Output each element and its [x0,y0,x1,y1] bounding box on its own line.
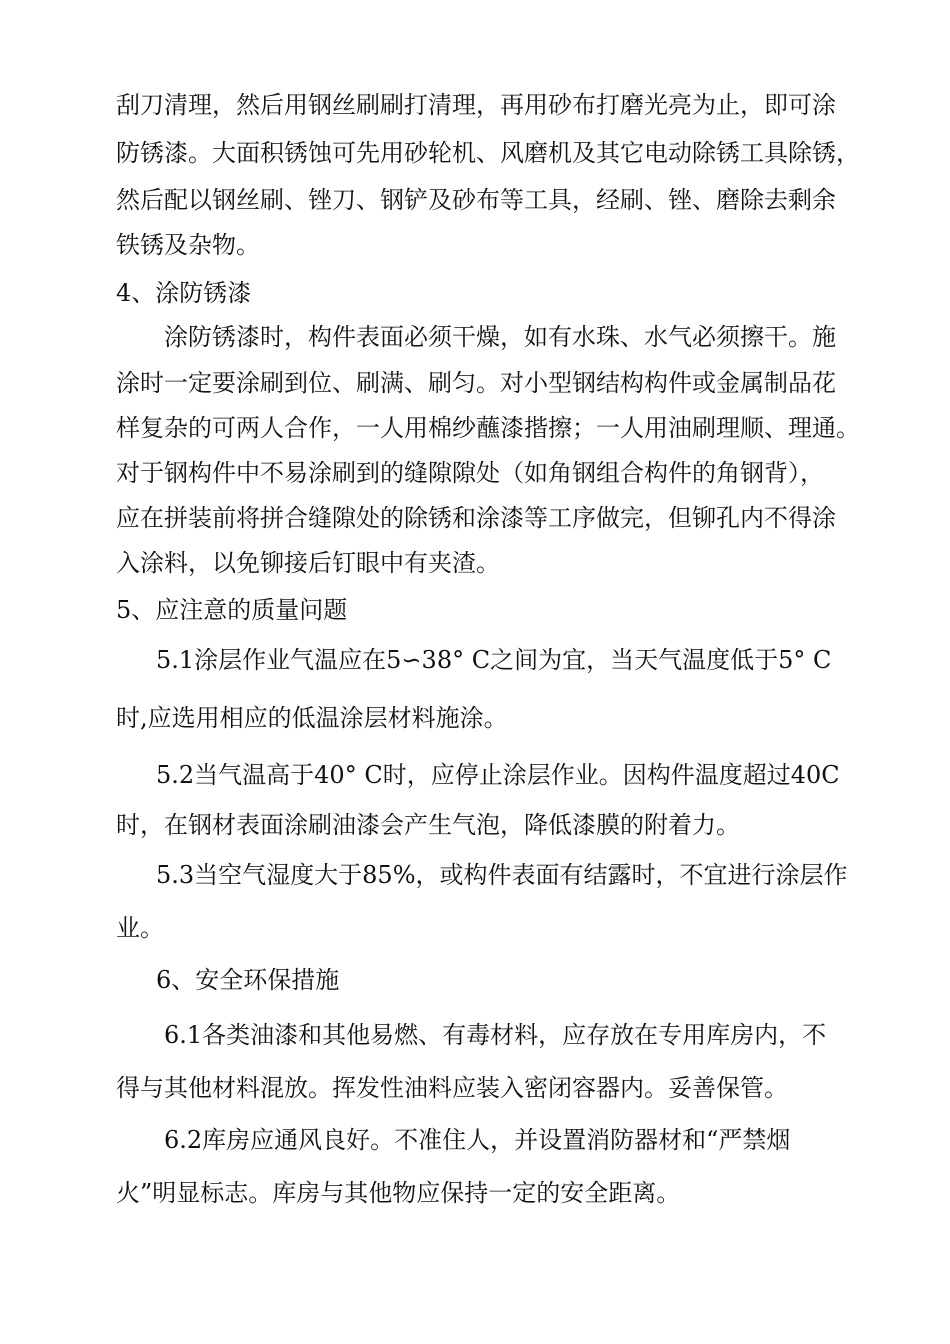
paragraph-line: 时，在钢材表面涂刷油漆会产生气泡，降低漆膜的附着力。 [116,811,740,839]
paragraph-line: 应在拼装前将拼合缝隙处的除锈和涂漆等工序做完，但铆孔内不得涂 [116,504,836,532]
paragraph-line: 样复杂的可两人合作，一人用棉纱蘸漆揩擦；一人用油刷理顺、理通。 [116,414,860,442]
paragraph-line: 入涂料，以免铆接后钉眼中有夹渣。 [116,549,500,577]
paragraph-line: 6.1各类油漆和其他易燃、有毒材料，应存放在专用库房内，不 [164,1021,827,1049]
paragraph-line: 涂防锈漆时，构件表面必须干燥，如有水珠、水气必须擦干。施 [164,323,836,351]
paragraph-line: 然后配以钢丝刷、锉刀、钢铲及砂布等工具，经刷、锉、磨除去剩余 [116,186,836,214]
paragraph-line: 刮刀清理，然后用钢丝刷刷打清理，再用砂布打磨光亮为止，即可涂 [116,91,836,119]
paragraph-line: 5.1涂层作业气温应在5∽38° C之间为宜，当天气温度低于5° C [156,646,832,674]
paragraph-line: 火”明显标志。库房与其他物应保持一定的安全距离。 [116,1179,681,1207]
section-heading: 4、涂防锈漆 [116,279,252,307]
paragraph-line: 5.3当空气湿度大于85%，或构件表面有结露时，不宜进行涂层作 [156,861,848,889]
paragraph-line: 时,应选用相应的低温涂层材料施涂。 [116,704,508,732]
paragraph-line: 得与其他材料混放。挥发性油料应装入密闭容器内。妥善保管。 [116,1074,788,1102]
paragraph-line: 涂时一定要涂刷到位、刷满、刷匀。对小型钢结构构件或金属制品花 [116,369,836,397]
paragraph-line: 业。 [116,914,164,942]
paragraph-line: 6.2库房应通风良好。不准住人，并设置消防器材和“严禁烟 [164,1126,791,1154]
paragraph-line: 对于钢构件中不易涂刷到的缝隙隙处（如角钢组合构件的角钢背）， [116,459,824,487]
paragraph-line: 铁锈及杂物。 [116,231,260,259]
section-heading: 5、应注意的质量问题 [116,596,348,624]
section-heading: 6、安全环保措施 [156,966,340,994]
paragraph-line: 5.2当气温高于40° C时，应停止涂层作业。因构件温度超过40C [156,761,840,789]
paragraph-line: 防锈漆。大面积锈蚀可先用砂轮机、风磨机及其它电动除锈工具除锈， [116,139,860,167]
